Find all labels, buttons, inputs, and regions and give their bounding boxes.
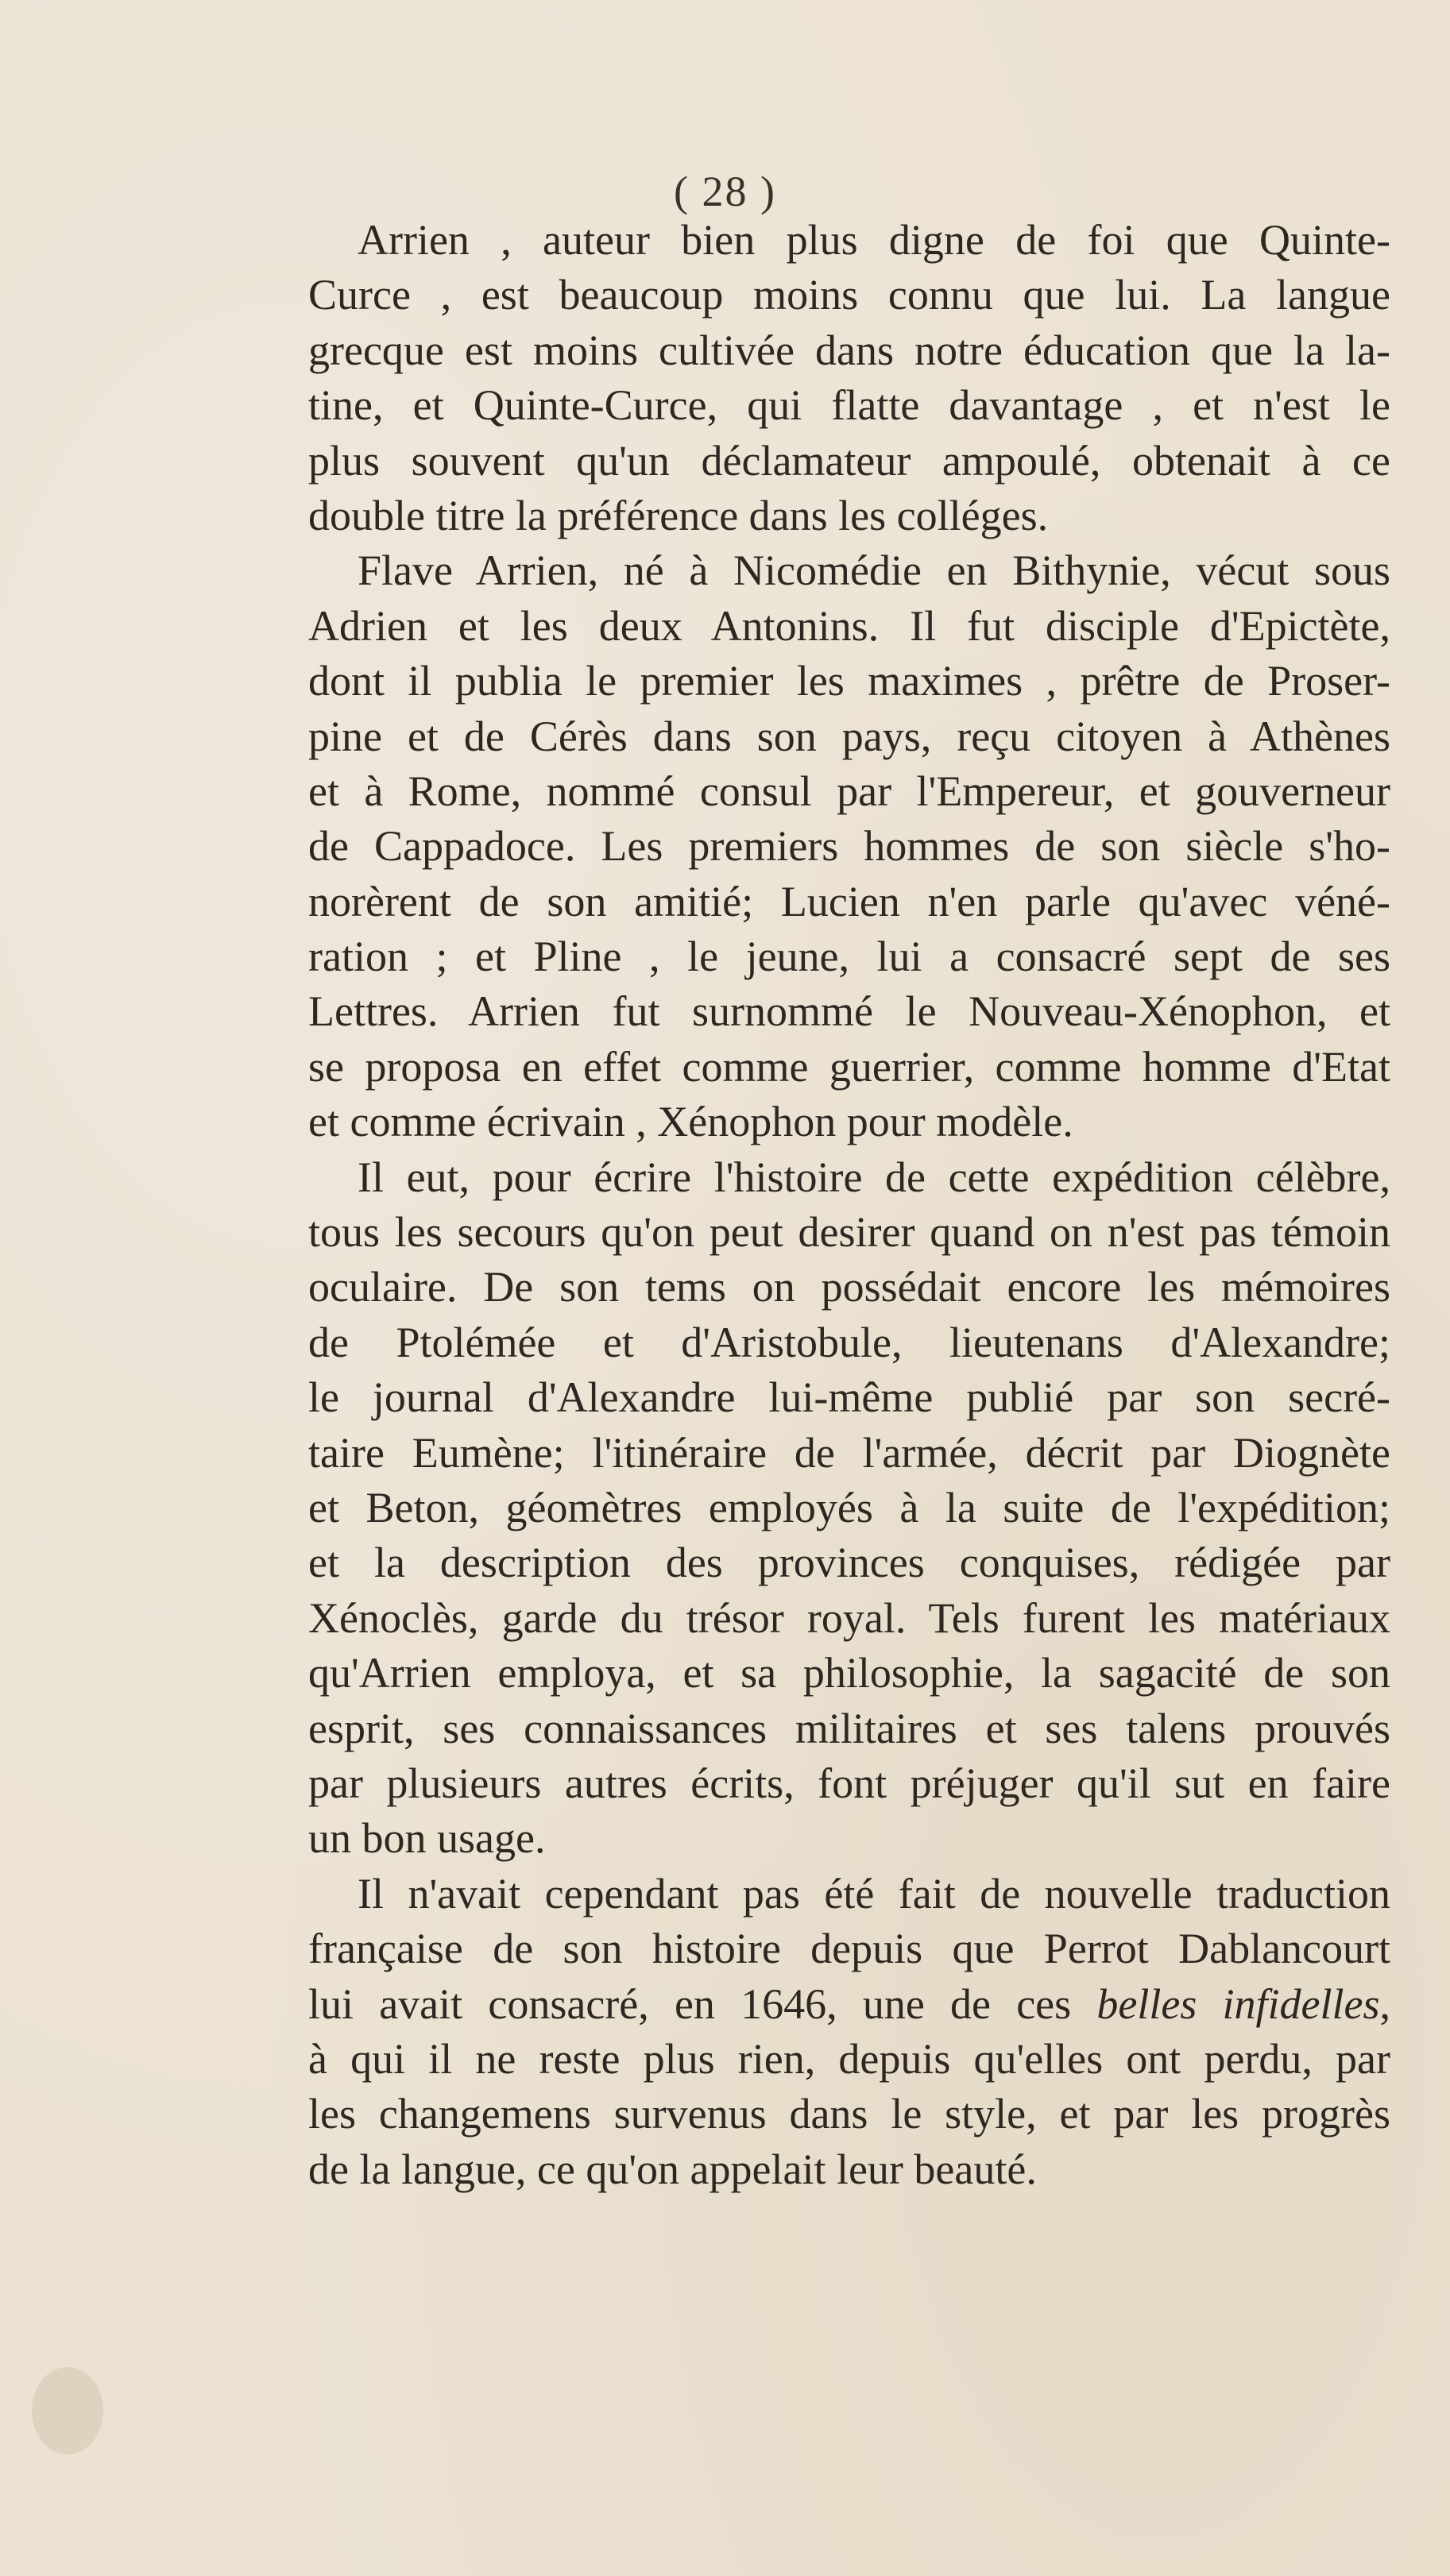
italic-phrase: belles infidelles bbox=[1096, 1979, 1380, 2028]
text-line: et comme écrivain , Xénophon pour modèle. bbox=[308, 1098, 1073, 1146]
text-line: taire Eumène; l'itinéraire de l'armée, décrit par Diognète bbox=[308, 1428, 1390, 1477]
text-line: se proposa en effet comme guerrier, comme homme d'Etat bbox=[308, 1042, 1390, 1091]
text-line: tous les secours qu'on peut desirer quand on n'est pas témoin bbox=[308, 1208, 1390, 1257]
text-line: esprit, ses connaissances militaires et ses talens prouvés bbox=[308, 1704, 1390, 1752]
text-line: et Beton, géomètres employés à la suite de l'expédition; bbox=[308, 1483, 1390, 1531]
text-line: oculaire. De son tems on possédait encore les mémoires bbox=[308, 1263, 1390, 1311]
text-line: les changemens survenus dans le style, et par les progrès bbox=[308, 2090, 1390, 2138]
text-line: qu'Arrien employa, et sa philosophie, la sagacité de son bbox=[308, 1649, 1390, 1697]
paper-stain bbox=[32, 2367, 103, 2454]
body-text bbox=[308, 213, 1390, 2197]
text-segment: , bbox=[1379, 1979, 1390, 2028]
text-line: Flave Arrien, né à Nicomédie en Bithynie, vécut sous bbox=[358, 546, 1390, 595]
text-line: grecque est moins cultivée dans notre éducation que la la- bbox=[308, 326, 1390, 374]
text-line: plus souvent qu'un déclamateur ampoulé, obtenait à ce bbox=[308, 436, 1390, 485]
text-line: le journal d'Alexandre lui-même publié par son secré- bbox=[308, 1373, 1390, 1422]
text-line: française de son histoire depuis que Perrot Dablancourt bbox=[308, 1925, 1390, 1973]
paragraph bbox=[308, 213, 1390, 543]
text-line: Xénoclès, garde du trésor royal. Tels furent les matériaux bbox=[308, 1593, 1390, 1642]
text-line: par plusieurs autres écrits, font préjuger qu'il sut en faire bbox=[308, 1759, 1390, 1807]
text-line: Adrien et les deux Antonins. Il fut disciple d'Epictète, bbox=[308, 601, 1390, 650]
text-line: à qui il ne reste plus rien, depuis qu'elles ont perdu, par bbox=[308, 2034, 1390, 2083]
text-line: et la description des provinces conquises, rédigée par bbox=[308, 1539, 1390, 1587]
paragraph bbox=[308, 1150, 1390, 1867]
text-line: dont il publia le premier les maximes , prêtre de Proser- bbox=[308, 657, 1390, 705]
text-line: tine, et Quinte-Curce, qui flatte davantage , et n'est le bbox=[308, 381, 1390, 430]
text-line: Il n'avait cependant pas été fait de nouvelle traduction bbox=[358, 1869, 1390, 1918]
text-line: double titre la préférence dans les colléges. bbox=[308, 491, 1049, 539]
text-line: pine et de Cérès dans son pays, reçu citoyen à Athènes bbox=[308, 712, 1390, 760]
text-line: de Cappadoce. Les premiers hommes de son siècle s'ho- bbox=[308, 822, 1390, 871]
text-line: norèrent de son amitié; Lucien n'en parle qu'avec véné- bbox=[308, 877, 1390, 925]
text-line: Arrien , auteur bien plus digne de foi que Quinte- bbox=[358, 216, 1390, 264]
text-line: ration ; et Pline , le jeune, lui a consacré sept de ses bbox=[308, 933, 1390, 981]
page-number: ( 28 ) bbox=[674, 168, 776, 215]
paragraph bbox=[308, 1867, 1390, 2197]
text-line: Il eut, pour écrire l'histoire de cette expédition célèbre, bbox=[358, 1153, 1390, 1201]
text-line: de la langue, ce qu'on appelait leur beauté. bbox=[308, 2145, 1037, 2193]
paragraph bbox=[308, 543, 1390, 1149]
text-line: et à Rome, nommé consul par l'Empereur, et gouverneur bbox=[308, 767, 1390, 815]
text-segment: lui avait consacré, en 1646, une de ces bbox=[308, 1979, 1097, 2028]
text-line: un bon usage. bbox=[308, 1814, 546, 1863]
text-line: de Ptolémée et d'Aristobule, lieutenans d'Alexandre; bbox=[308, 1318, 1390, 1366]
text-line: Curce , est beaucoup moins connu que lui. La langue bbox=[308, 271, 1390, 319]
text-line-with-italic bbox=[308, 1977, 1390, 2032]
text-line: Lettres. Arrien fut surnommé le Nouveau-Xénophon, et bbox=[308, 987, 1390, 1036]
